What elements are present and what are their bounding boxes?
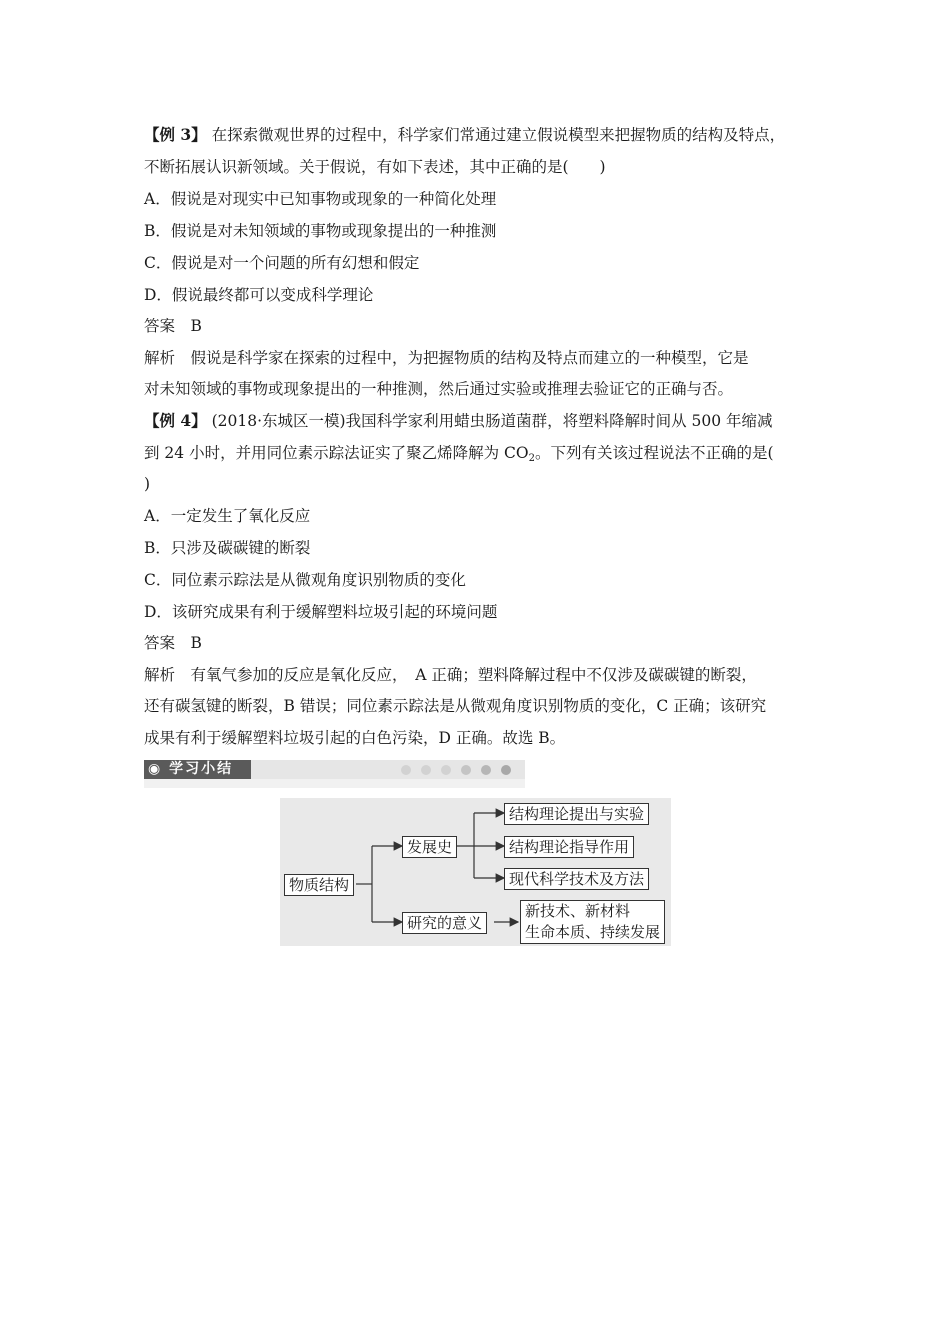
ex4-option-d: D．该研究成果有利于缓解塑料垃圾引起的环境问题 [144,603,498,621]
ex4-stem-text2b: 。下列有关该过程说法不正确的是( [534,444,774,462]
ex4-explanation-line2: 还有碳氢键的断裂，B 错误；同位素示踪法是从微观角度识别物质的变化，C 正确；该研究 [144,697,767,715]
ex3-option-b: B．假说是对未知领域的事物或现象提出的一种推测 [144,222,497,240]
summary-header-shadow [144,779,525,788]
node-leaf-modern-tech: 现代科学技术及方法 [504,868,649,890]
ex3-stem-line1 [144,125,785,145]
node-leaf-significance-line1: 新技术、新材料 [525,902,631,920]
ex3-explanation-line1: 解析 假说是科学家在探索的过程中，为把握物质的结构及特点而建立的一种模型，它是 [144,349,749,367]
ex3-option-c: C．假说是对一个问题的所有幻想和假定 [144,254,420,272]
ex4-stem-line1 [144,411,773,431]
ex4-stem-subscript: 2 [528,453,535,464]
ex3-answer: 答案 B [144,317,202,335]
ex4-stem-text2a: 到 24 小时，并用同位素示踪法证实了聚乙烯降解为 CO [144,444,529,462]
ex4-option-b: B．只涉及碳碳键的断裂 [144,539,311,557]
node-leaf-significance-line2: 生命本质、持续发展 [525,923,661,941]
node-leaf-theory-guidance: 结构理论指导作用 [504,836,634,858]
ex3-tag: 【例 3】 [144,125,207,144]
ex4-tag: 【例 4】 [144,411,207,430]
summary-header [144,760,525,788]
ex3-stem-text1: 在探索微观世界的过程中，科学家们常通过建立假说模型来把握物质的结构及特点， [211,126,786,144]
ex4-option-c: C．同位素示踪法是从微观角度识别物质的变化 [144,571,466,589]
dot-icon [441,765,451,775]
node-development-history: 发展史 [402,836,457,858]
ex4-answer: 答案 B [144,634,202,652]
dot-icon [481,765,491,775]
node-leaf-theory-experiment: 结构理论提出与实验 [504,803,649,825]
ex4-stem-line3: ) [144,475,151,493]
ex4-stem-text1: (2018·东城区一模)我国科学家利用蜡虫肠道菌群，将塑料降解时间从 500 年缩减 [211,412,773,430]
node-root: 物质结构 [284,874,354,896]
dot-icon [461,765,471,775]
ex3-option-d: D．假说最终都可以变成科学理论 [144,286,374,304]
ex3-option-a: A．假说是对现实中已知事物或现象的一种简化处理 [144,190,497,208]
ex3-stem-line2: 不断拓展认识新领域。关于假说，有如下表述，其中正确的是( ) [144,158,606,176]
dot-icon [401,765,411,775]
ex3-explanation-line2: 对未知领域的事物或现象提出的一种推测，然后通过实验或推理去验证它的正确与否。 [144,380,734,398]
dot-icon [501,765,511,775]
ex4-explanation-line1: 解析 有氧气参加的反应是氧化反应， A 正确；塑料降解过程中不仅涉及碳碳键的断裂， [144,666,757,684]
ex4-option-a: A．一定发生了氧化反应 [144,507,311,525]
node-research-significance: 研究的意义 [402,912,487,934]
node-leaf-significance [520,900,665,944]
dot-icon [421,765,431,775]
ex4-explanation-line3: 成果有利于缓解塑料垃圾引起的白色污染，D 正确。故选 B。 [144,729,566,747]
concept-map [280,798,671,946]
summary-header-label: ◉ 学习小结 [144,760,251,779]
ex4-stem-line2 [144,443,774,469]
